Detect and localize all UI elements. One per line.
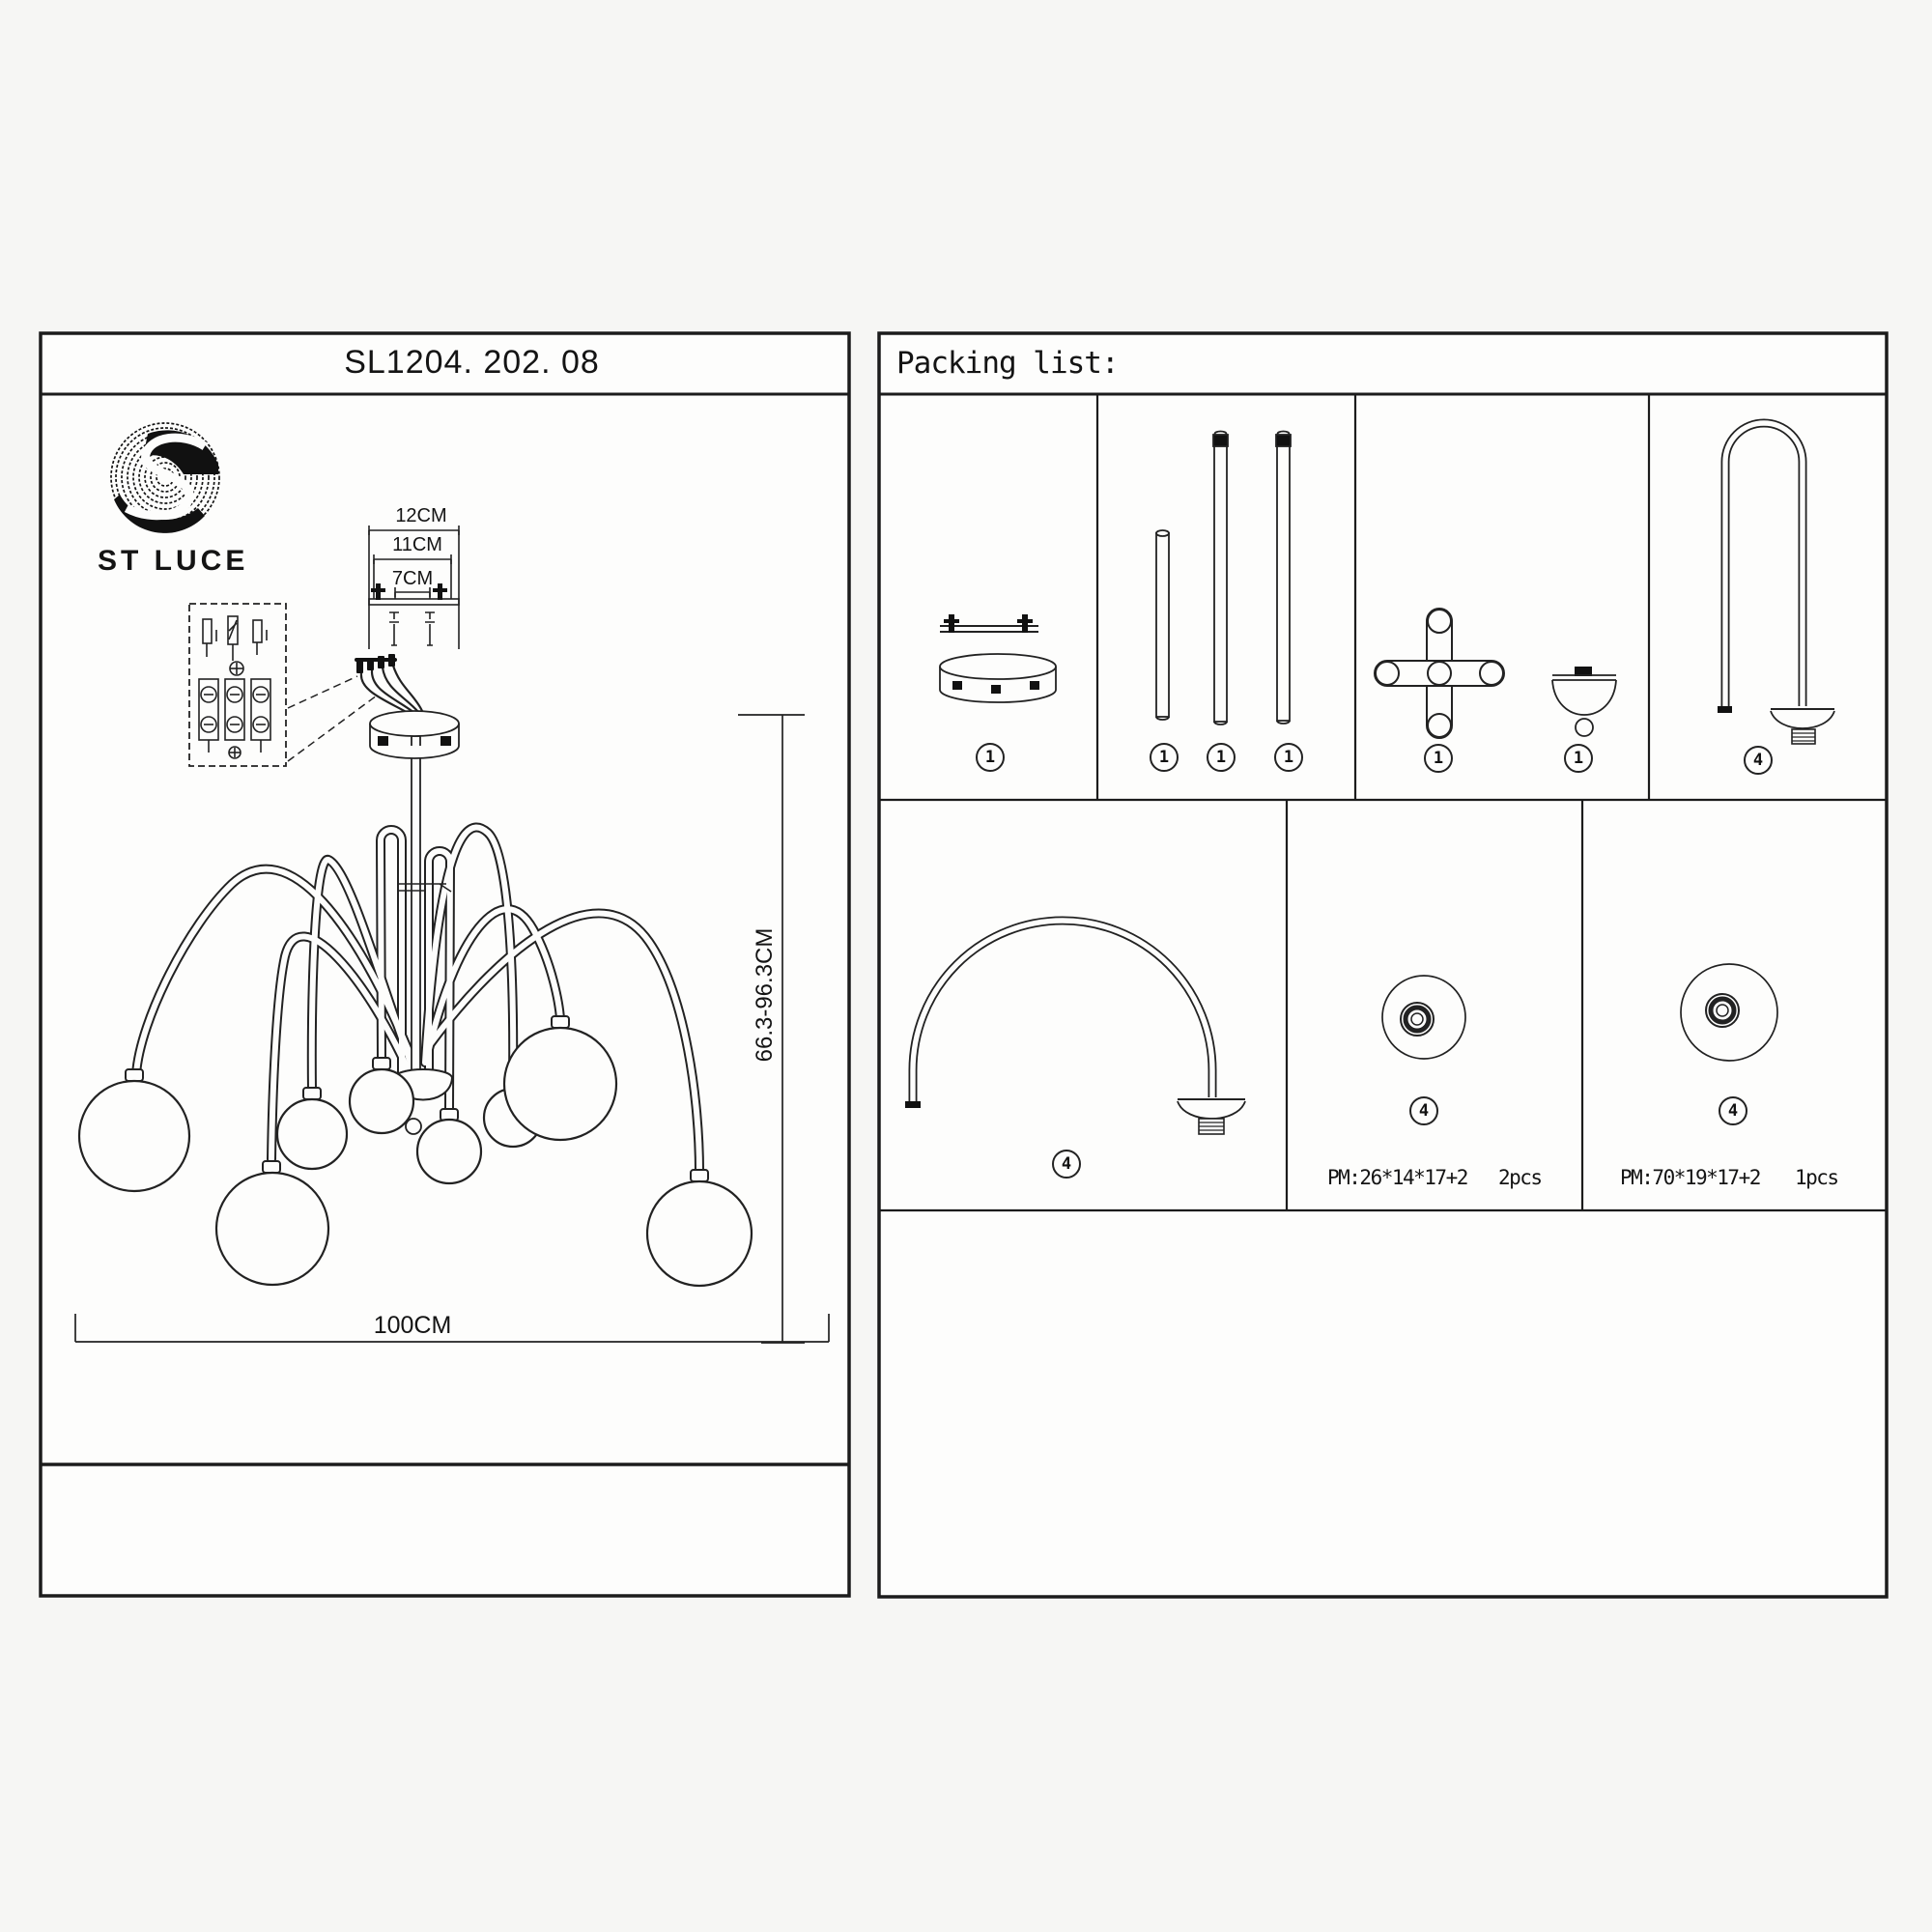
qty-arc-arm: 4 bbox=[1052, 1150, 1081, 1179]
rod-long-2 bbox=[1277, 444, 1290, 721]
globe-8 bbox=[647, 1181, 752, 1286]
dim-label-11cm: 11CM bbox=[392, 534, 442, 555]
qty-rod-long-1: 1 bbox=[1207, 743, 1236, 772]
globe-1 bbox=[79, 1081, 189, 1191]
qty-dome-canopy: 1 bbox=[1564, 744, 1593, 773]
globe-7 bbox=[504, 1028, 616, 1140]
globe-2 bbox=[216, 1173, 328, 1285]
spec-shade-large: PM:70*19*17+2 bbox=[1620, 1166, 1760, 1189]
rod-long-1 bbox=[1214, 444, 1227, 722]
qty-rod-long-2: 1 bbox=[1274, 743, 1303, 772]
globe-3 bbox=[277, 1099, 347, 1169]
spec-shade-small-pcs: 2pcs bbox=[1498, 1166, 1542, 1189]
packing-list-title: Packing list: bbox=[896, 346, 1119, 381]
dim-label-width: 100CM bbox=[373, 1312, 452, 1339]
qty-rod-short: 1 bbox=[1150, 743, 1179, 772]
brand-wordmark: ST LUCE bbox=[98, 545, 249, 577]
spec-shade-large-pcs: 1pcs bbox=[1795, 1166, 1838, 1189]
dim-label-7cm: 7CM bbox=[391, 568, 434, 589]
globe-4 bbox=[350, 1069, 413, 1133]
qty-shade-small: 4 bbox=[1409, 1096, 1438, 1125]
model-number: SL1204. 202. 08 bbox=[344, 344, 600, 381]
dim-label-height: 66.3-96.3CM bbox=[752, 927, 778, 1063]
qty-shade-large: 4 bbox=[1719, 1096, 1747, 1125]
qty-cross-bracket: 1 bbox=[1424, 744, 1453, 773]
screw-head-bottom bbox=[229, 747, 241, 758]
spec-shade-small: PM:26*14*17+2 bbox=[1327, 1166, 1467, 1189]
rod-short bbox=[1156, 533, 1169, 717]
globe-5 bbox=[417, 1120, 481, 1183]
qty-u-arm: 4 bbox=[1744, 746, 1773, 775]
screw-head-top bbox=[230, 662, 243, 675]
qty-ceiling-plate: 1 bbox=[976, 743, 1005, 772]
dim-label-12cm: 12CM bbox=[395, 505, 447, 526]
